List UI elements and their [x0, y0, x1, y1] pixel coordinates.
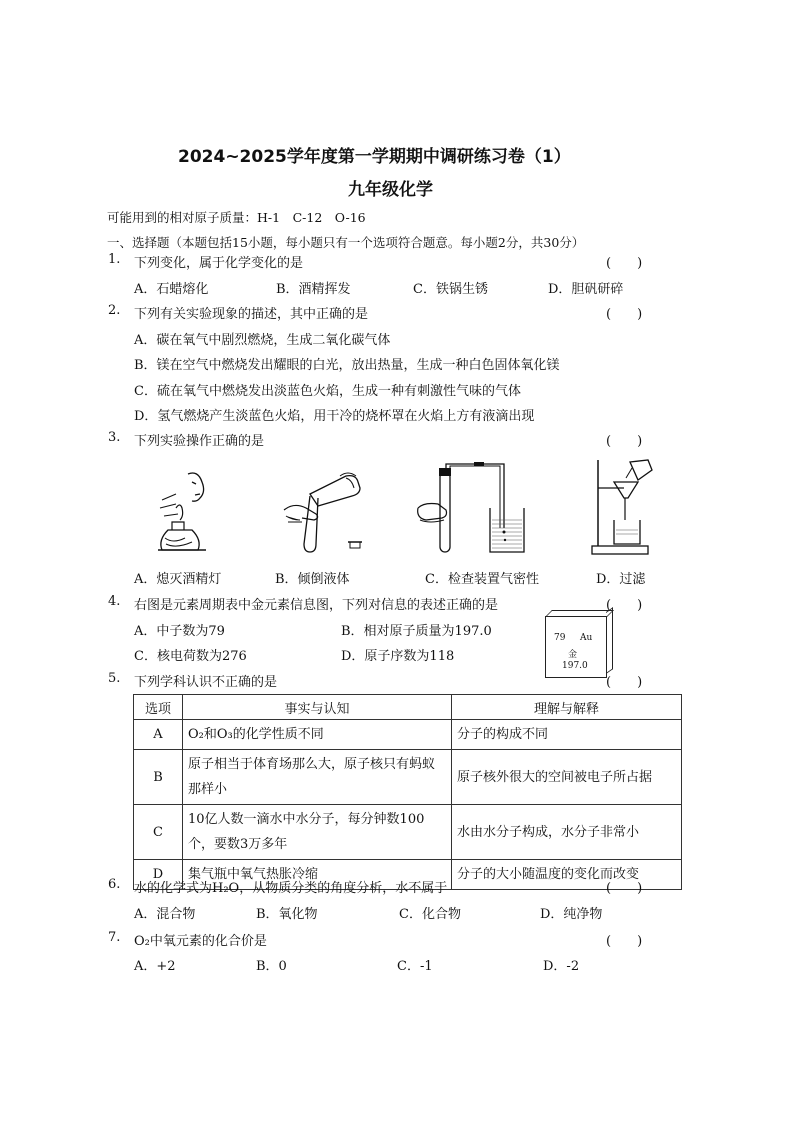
table-cell-option: A — [134, 720, 183, 750]
answer-bracket[interactable]: ( ) — [606, 598, 643, 613]
option-b: B．酒精挥发 — [276, 282, 351, 297]
element-tile-side-face — [606, 607, 613, 674]
option-a: A．中子数为79 — [134, 624, 225, 639]
exam-subtitle: 九年级化学 — [348, 180, 433, 200]
question-stem: 下列有关实验现象的描述，其中正确的是 — [134, 307, 369, 322]
option-d: D．氢气燃烧产生淡蓝色火焰，用干冷的烧杯罩在火焰上方有液滴出现 — [134, 409, 535, 424]
question-stem: 水的化学式为H₂O，从物质分类的角度分析，水不属于 — [134, 881, 448, 896]
option-d: D．纯净物 — [540, 907, 603, 922]
table-cell-fact: 原子相当于体育场那么大，原子核只有蚂蚁那样小 — [183, 750, 452, 805]
question-stem: 右图是元素周期表中金元素信息图，下列对信息的表述正确的是 — [134, 598, 499, 613]
option-c: C．-1 — [397, 959, 433, 974]
table-cell-explanation: 分子的大小随温度的变化而改变 — [452, 860, 682, 890]
table-cell-explanation: 原子核外很大的空间被电子所占据 — [452, 750, 682, 805]
atomic-mass: 197.0 — [562, 661, 588, 671]
option-c: C．检查装置气密性 — [425, 572, 539, 587]
table-row — [134, 805, 682, 860]
answer-bracket[interactable]: ( ) — [606, 934, 643, 949]
option-d: D．胆矾研碎 — [548, 282, 624, 297]
answer-bracket[interactable]: ( ) — [606, 434, 643, 449]
option-b: B．0 — [256, 959, 287, 974]
option-c: C．核电荷数为276 — [134, 649, 247, 664]
question-number: 7. — [108, 930, 121, 945]
table-row — [134, 750, 682, 805]
table-cell-option: B — [134, 750, 183, 805]
answer-bracket[interactable]: ( ) — [606, 256, 643, 271]
question-number: 4. — [108, 594, 121, 609]
option-c: C．铁锅生锈 — [413, 282, 488, 297]
option-b: B．相对原子质量为197.0 — [341, 624, 492, 639]
table-header: 理解与解释 — [452, 695, 682, 720]
question-number: 1. — [108, 252, 121, 267]
table-cell-option: D — [134, 860, 183, 890]
pour-liquid-illustration — [280, 470, 370, 555]
option-b: B．氧化物 — [256, 907, 318, 922]
knowledge-table — [133, 694, 682, 890]
element-name: 金 — [568, 650, 578, 660]
option-b: B．倾倒液体 — [275, 572, 350, 587]
table-cell-option: C — [134, 805, 183, 860]
table-cell-fact: 10亿人数一滴水中水分子，每分钟数100个，要数3万多年 — [183, 805, 452, 860]
question-number: 3. — [108, 430, 121, 445]
answer-bracket[interactable]: ( ) — [606, 881, 643, 896]
table-cell-fact: O₂和O₃的化学性质不同 — [183, 720, 452, 750]
atomic-mass-note: 可能用到的相对原子质量：H-1 C-12 O-16 — [107, 210, 366, 225]
option-a: A．熄灭酒精灯 — [134, 572, 222, 587]
question-number: 2. — [108, 303, 121, 318]
table-cell-fact: 集气瓶中氧气热胀冷缩 — [183, 860, 452, 890]
question-stem: 下列学科认识不正确的是 — [134, 675, 278, 690]
option-c: C．硫在氧气中燃烧发出淡蓝色火焰，生成一种有刺激性气味的气体 — [134, 384, 521, 399]
option-d: D．原子序数为118 — [341, 649, 455, 664]
question-stem: 下列实验操作正确的是 — [134, 434, 265, 449]
question-number: 5. — [108, 671, 121, 686]
option-a: A．混合物 — [134, 907, 196, 922]
table-cell-explanation: 分子的构成不同 — [452, 720, 682, 750]
option-a: A．碳在氧气中剧烈燃烧，生成二氧化碳气体 — [134, 333, 391, 348]
gold-element-tile — [545, 616, 607, 678]
option-b: B．镁在空气中燃烧发出耀眼的白光，放出热量，生成一种白色固体氧化镁 — [134, 358, 560, 373]
atomic-number: 79 — [554, 633, 566, 643]
answer-bracket[interactable]: ( ) — [606, 675, 643, 690]
table-header: 选项 — [134, 695, 183, 720]
option-d: D．-2 — [543, 959, 580, 974]
answer-bracket[interactable]: ( ) — [606, 307, 643, 322]
table-header: 事实与认知 — [183, 695, 452, 720]
table-row — [134, 720, 682, 750]
question-stem: 下列变化，属于化学变化的是 — [134, 256, 304, 271]
filtration-illustration — [588, 458, 658, 558]
table-cell-explanation: 水由水分子构成，水分子非常小 — [452, 805, 682, 860]
airtightness-check-illustration — [410, 460, 530, 555]
question-number: 6. — [108, 877, 121, 892]
blow-out-lamp-illustration — [148, 468, 218, 558]
option-a: A．+2 — [134, 959, 176, 974]
table-header-row — [134, 695, 682, 720]
section-heading: 一、选择题（本题包括15小题，每小题只有一个选项符合题意。每小题2分，共30分） — [107, 235, 585, 250]
option-d: D．过滤 — [596, 572, 646, 587]
element-symbol: Au — [580, 633, 593, 643]
option-a: A．石蜡熔化 — [134, 282, 209, 297]
exam-title: 2024~2025学年度第一学期期中调研练习卷（1） — [178, 147, 571, 167]
option-c: C．化合物 — [399, 907, 461, 922]
question-stem: O₂中氧元素的化合价是 — [134, 934, 267, 949]
